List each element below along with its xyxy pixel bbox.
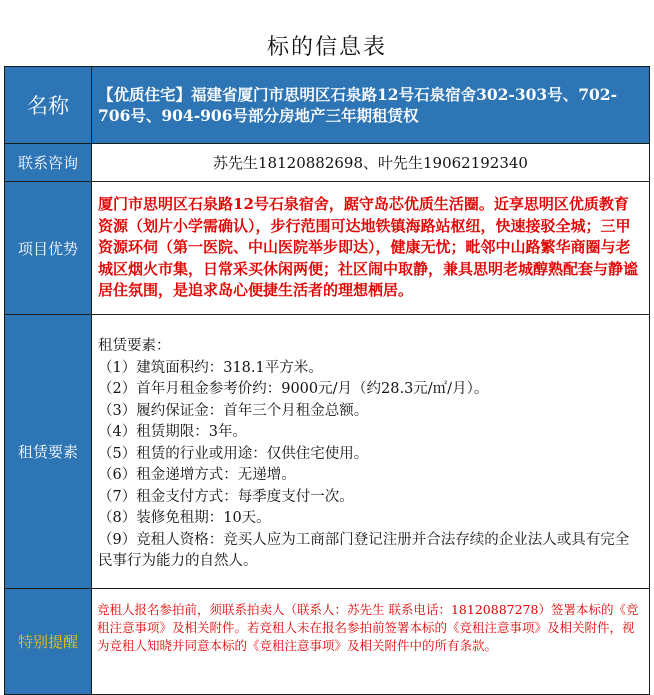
advantage-label: 项目优势	[5, 182, 92, 315]
info-table	[4, 66, 650, 695]
table-row-advantage	[5, 182, 650, 315]
note-value: 竞租人报名参拍前，须联系拍卖人（联系人：苏先生 联系电话：18120887278）签署本标的《竞租注意事项》及相关附件。若竞租人未在报名参拍前签署本标的《竞租注意事项》及相关附件，视为竞租人知晓并同意本标的《竞租注意事项》及相关附件中的所有条款。	[92, 589, 650, 695]
requirement-line: （9）竞租人资格：竞买人应为工商部门登记注册并合法存续的企业法人或具有完全民事行为能力的自然人。	[98, 531, 630, 570]
note-label: 特别提醒	[5, 589, 92, 695]
requirement-line: （1）建筑面积约：318.1平方米。	[98, 359, 323, 376]
table-row-note	[5, 589, 650, 695]
requirement-line: （3）履约保证金：首年三个月租金总额。	[98, 402, 369, 419]
requirement-line: （8）装修免租期：10天。	[98, 510, 271, 527]
requirement-line: （7）租金支付方式：每季度支付一次。	[98, 488, 354, 505]
requirement-line: 租赁要素：	[98, 338, 171, 355]
requirement-line: （2）首年月租金参考价约：9000元/月（约28.3元/㎡/月）。	[98, 381, 489, 398]
name-value: 【优质住宅】福建省厦门市思明区石泉路12号石泉宿舍302-303号、702-706号、904-906号部分房地产三年期租赁权	[92, 67, 650, 144]
page-title: 标的信息表	[266, 35, 387, 60]
requirements-label: 租赁要素	[5, 315, 92, 589]
table-row-name	[5, 67, 650, 144]
table-row-requirements	[5, 315, 650, 589]
advantage-value: 厦门市思明区石泉路12号石泉宿舍，踞守岛芯优质生活圈。近享思明区优质教育资源（划片小学需确认），步行范围可达地铁镇海路站枢纽，快速接驳全城；三甲资源环伺（第一医院、中山医院举步即达），健康无忧；毗邻中山路繁华商圈与老城区烟火市集，日常采买休闲两便；社区闹中取静，兼具思明老城醇熟配套与静谧居住氛围，是追求岛心便捷生活者的理想栖居。	[92, 182, 650, 315]
requirements-value	[92, 315, 650, 589]
requirement-line: （5）租赁的行业或用途：仅供住宅使用。	[98, 445, 369, 462]
table-row-contact	[5, 144, 650, 182]
contact-label: 联系咨询	[5, 144, 92, 182]
requirement-line: （4）租赁期限：3年。	[98, 424, 247, 441]
contact-value: 苏先生18120882698、叶先生19062192340	[92, 144, 650, 182]
name-label: 名称	[5, 67, 92, 144]
requirement-line: （6）租金递增方式：无递增。	[98, 467, 296, 484]
